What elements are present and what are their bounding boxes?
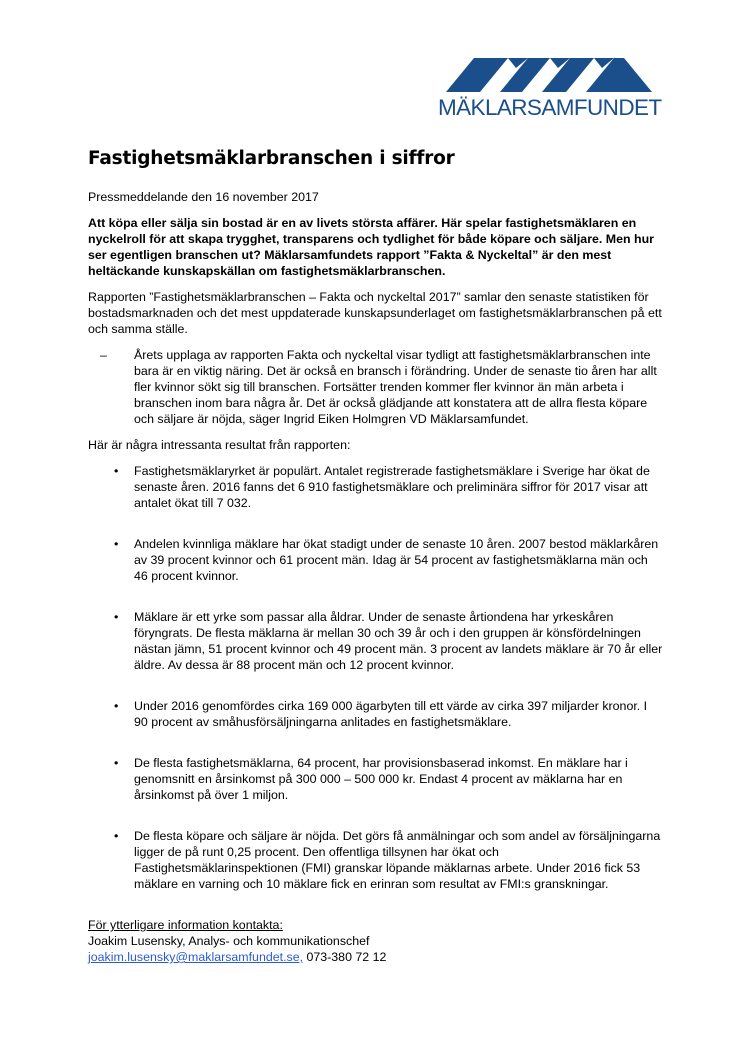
contact-phone: 073-380 72 12 xyxy=(303,950,387,964)
press-release xyxy=(88,148,663,965)
maklarsamfundet-logo xyxy=(438,58,660,124)
release-date: Pressmeddelande den 16 november 2017 xyxy=(88,190,319,204)
results-list xyxy=(88,463,663,892)
contact-name: Joakim Lusensky, Analys- och kommunikationschef xyxy=(88,934,370,948)
list-item-text: Mäklare är ett yrke som passar alla åldrar. Under de senaste årtiondena har yrkeskåren föryngrats. De flesta mäklarna är mellan 30 och 39 år och i den gruppen är könsfördelningen nästan jämn, 51 procent kvinnor och 49 procent män. 3 procent av landets mäklare är 70 år eller äldre. Av dessa är 88 procent män och 12 procent kvinnor. xyxy=(134,610,663,672)
list-item xyxy=(88,609,663,673)
bullet-marker: • xyxy=(114,610,119,624)
bullet-marker: • xyxy=(114,829,119,843)
list-item-text: Under 2016 genomfördes cirka 169 000 ägarbyten till ett värde av cirka 397 miljarder kronor. I 90 procent av småhusförsäljningarna anlitades en fastighetsmäklare. xyxy=(134,699,648,729)
roof-mark-icon xyxy=(446,58,652,92)
page-title: Fastighetsmäklarbranschen i siffror xyxy=(88,148,455,169)
results-intro: Här är några intressanta resultat från rapporten: xyxy=(88,438,351,452)
list-item-text: De flesta köpare och säljare är nöjda. Det görs få anmälningar och som andel av försäljningarna ligger de på runt 0,25 procent. Den offentliga tillsynen har ökat och Fastighetsmäklarinspektionen (FMI) granskar löpande mäklarnas arbete. Under 2016 fick 53 mäklare en varning och 10 mäklare fick en erinran som resultat av FMI:s granskningar. xyxy=(134,829,661,891)
contact-heading: För ytterligare information kontakta: xyxy=(88,918,283,932)
contact-line xyxy=(88,949,663,965)
bullet-marker: • xyxy=(114,756,119,770)
bullet-marker: • xyxy=(114,464,119,478)
email-link[interactable]: joakim.lusensky@maklarsamfundet.se, xyxy=(88,950,304,964)
quote-paragraph xyxy=(88,347,663,427)
dash-marker: – xyxy=(100,348,107,362)
bullet-marker: • xyxy=(114,537,119,551)
list-item-text: Fastighetsmäklaryrket är populärt. Antalet registrerade fastighetsmäklare i Sverige har ökat de senaste åren. 2016 fanns det 6 910 fastighetsmäklare och preliminära siffror för 2017 visar att antalet ökat till 7 032. xyxy=(134,464,650,510)
list-item xyxy=(88,828,663,892)
intro-paragraph: Rapporten ”Fastighetsmäklarbranschen – Fakta och nyckeltal 2017” samlar den senaste statistiken för bostadsmarknaden och det mest uppdaterade kunskapsunderlaget om fastighetsmäklarbranschen på ett och samma ställe. xyxy=(88,290,662,336)
quote-text: Årets upplaga av rapporten Fakta och nyckeltal visar tydligt att fastighetsmäklarbranschen inte bara är en viktig näring. Det är också en bransch i förändring. Under de senaste tio åren har allt fler kvinnor sökt sig till branschen. Fortsätter trenden kommer fler kvinnor än män arbeta i branschen inom bara några år. Det är också glädjande att konstatera att de allra flesta köpare och säljare är nöjda, säger Ingrid Eiken Holmgren VD Mäklarsamfundet. xyxy=(134,348,657,426)
logo-wordmark: MÄKLARSAMFUNDET xyxy=(438,95,662,120)
list-item-text: Andelen kvinnliga mäklare har ökat stadigt under de senaste 10 åren. 2007 bestod mäklarkåren av 39 procent kvinnor och 61 procent män. Idag är 54 procent av fastighetsmäklarna män och 46 procent kvinnor. xyxy=(134,537,659,583)
list-item xyxy=(88,463,663,511)
list-item-text: De flesta fastighetsmäklarna, 64 procent, har provisionsbaserad inkomst. En mäklare har i genomsnitt en årsinkomst på 300 000 – 500 000 kr. Endast 4 procent av mäklarna har en årsinkomst på över 1 miljon. xyxy=(134,756,628,802)
lead-paragraph: Att köpa eller sälja sin bostad är en av livets största affärer. Här spelar fastighetsmäklaren en nyckelroll för att skapa trygghet, transparens och tydlighet för både köpare och säljare. Men hur ser egentligen branschen ut? Mäklarsamfundets rapport ”Fakta & Nyckeltal” är den mest heltäckande kunskapskällan om fastighetsmäklarbranschen. xyxy=(88,216,654,278)
list-item xyxy=(88,698,663,730)
list-item xyxy=(88,755,663,803)
contact-block xyxy=(88,917,663,965)
list-item xyxy=(88,536,663,584)
bullet-marker: • xyxy=(114,699,119,713)
